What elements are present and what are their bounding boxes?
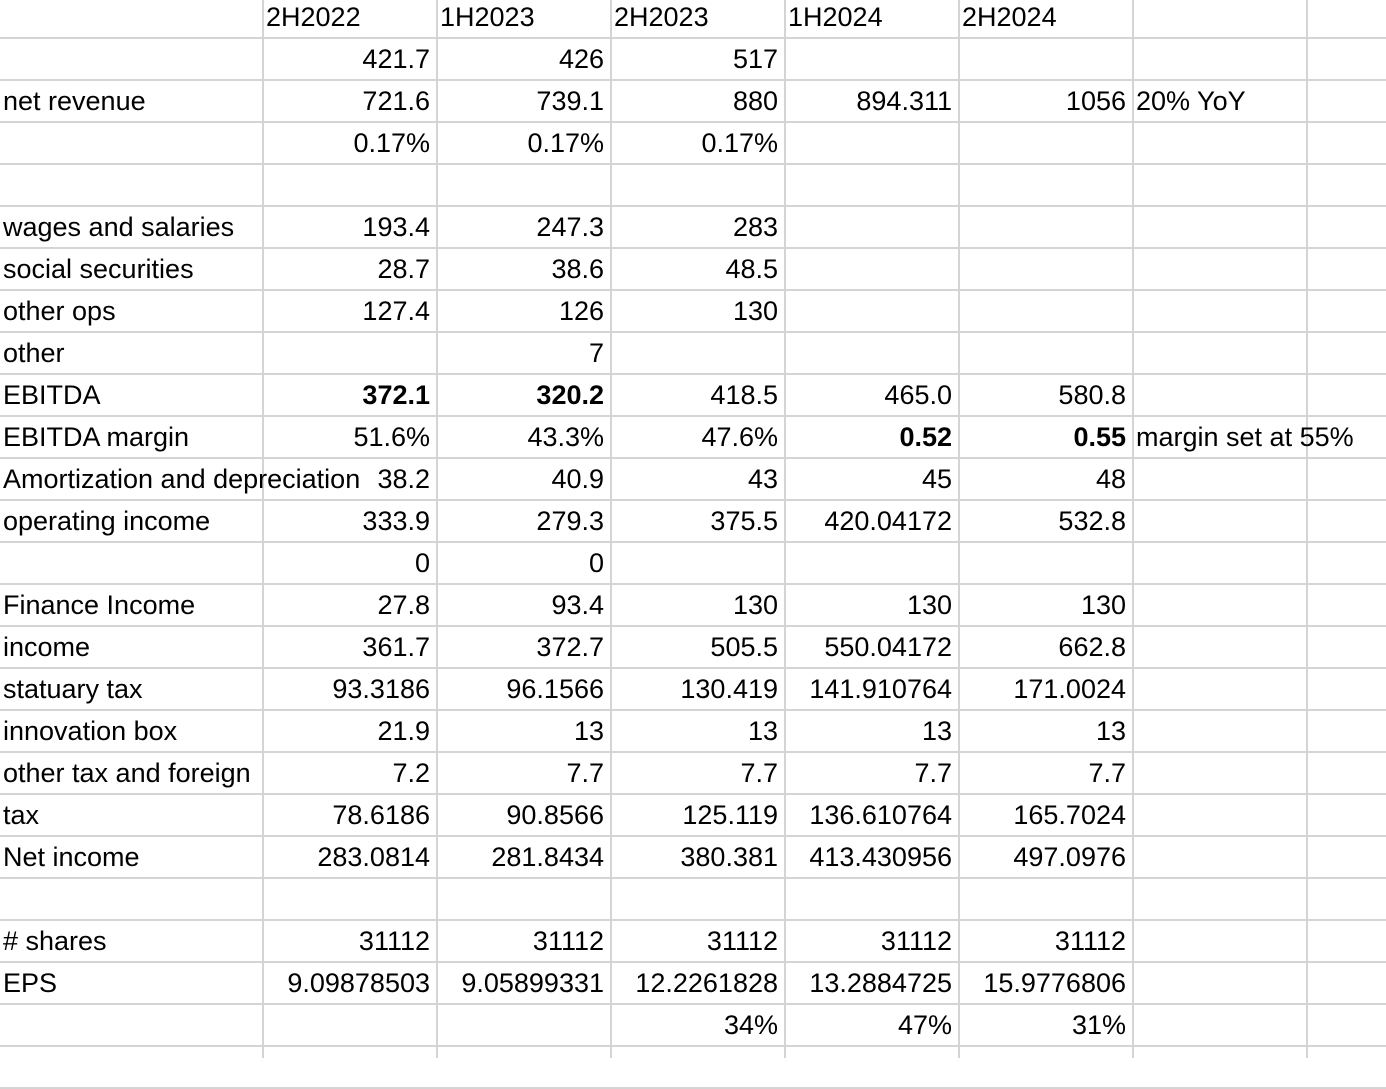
cell[interactable]: 0 [588, 548, 604, 578]
cell[interactable]: 13 [573, 716, 604, 746]
cell[interactable] [1133, 375, 1306, 415]
row-label[interactable]: statuary tax [3, 674, 143, 704]
cell[interactable]: 7 [588, 338, 604, 368]
cell[interactable] [1133, 753, 1306, 793]
cell[interactable]: 38.2 [377, 464, 430, 494]
cell[interactable]: 517 [732, 44, 778, 74]
cell[interactable] [1133, 585, 1306, 625]
cell[interactable] [263, 1005, 436, 1045]
cell[interactable]: 465.0 [884, 380, 952, 410]
cell[interactable]: 247.3 [536, 212, 604, 242]
column-header[interactable]: 1H2023 [440, 2, 535, 32]
cell[interactable]: 0 [414, 548, 430, 578]
cell[interactable] [1307, 165, 1385, 205]
cell[interactable]: 0.17% [701, 128, 778, 158]
cell[interactable]: 7.7 [740, 758, 778, 788]
cell[interactable] [1133, 711, 1306, 751]
cell[interactable] [959, 333, 1132, 373]
cell[interactable] [1307, 207, 1385, 247]
cell[interactable] [1133, 501, 1306, 541]
cell[interactable] [1307, 375, 1385, 415]
row-label[interactable]: Net income [3, 842, 140, 872]
row-label[interactable]: wages and salaries [3, 212, 235, 242]
cell[interactable]: 580.8 [1058, 380, 1126, 410]
cell[interactable]: 420.04172 [824, 506, 952, 536]
cell[interactable] [1133, 963, 1306, 1003]
row-label[interactable] [0, 1005, 262, 1045]
cell[interactable]: 31112 [1054, 926, 1126, 956]
cell[interactable] [1307, 333, 1385, 373]
column-header[interactable]: 2H2022 [266, 2, 361, 32]
cell[interactable] [1307, 879, 1385, 919]
cell[interactable]: 130 [906, 590, 952, 620]
cell[interactable] [1133, 207, 1306, 247]
cell[interactable]: 9.09878503 [287, 968, 430, 998]
cell[interactable]: 372.7 [536, 632, 604, 662]
cell[interactable]: 28.7 [377, 254, 430, 284]
cell[interactable]: 38.6 [551, 254, 604, 284]
cell[interactable]: 93.4 [551, 590, 604, 620]
cell[interactable] [1133, 123, 1306, 163]
cell[interactable] [785, 165, 958, 205]
cell[interactable] [1307, 963, 1385, 1003]
cell[interactable] [1307, 249, 1385, 289]
cell[interactable] [1307, 81, 1385, 121]
cell[interactable]: 125.119 [682, 800, 778, 830]
cell[interactable]: 130 [732, 296, 778, 326]
cell[interactable]: 7.7 [1088, 758, 1126, 788]
cell[interactable]: 136.610764 [809, 800, 952, 830]
cell[interactable] [263, 333, 436, 373]
cell[interactable]: 7.7 [566, 758, 604, 788]
row-label[interactable]: other tax and foreign [3, 758, 251, 788]
cell[interactable]: 426 [558, 44, 604, 74]
cell[interactable] [1307, 459, 1385, 499]
cell[interactable]: 15.9776806 [983, 968, 1126, 998]
row-label[interactable]: Amortization and depreciation [3, 464, 361, 494]
cell[interactable] [611, 543, 784, 583]
cell[interactable]: 372.1 [362, 380, 430, 410]
row-label[interactable]: EBITDA [3, 380, 101, 410]
cell[interactable]: 12.2261828 [635, 968, 778, 998]
cell[interactable] [959, 165, 1132, 205]
cell[interactable]: 418.5 [710, 380, 778, 410]
column-header[interactable] [1133, 0, 1306, 37]
column-header[interactable]: 1H2024 [788, 2, 883, 32]
cell[interactable]: 333.9 [362, 506, 430, 536]
cell[interactable]: 193.4 [362, 212, 430, 242]
cell[interactable] [1307, 921, 1385, 961]
row-label[interactable]: net revenue [3, 86, 146, 116]
cell[interactable]: 165.7024 [1013, 800, 1126, 830]
cell[interactable] [1307, 711, 1385, 751]
cell[interactable]: 13.2884725 [809, 968, 952, 998]
cell[interactable] [1133, 627, 1306, 667]
cell[interactable] [1133, 39, 1306, 79]
cell[interactable]: 90.8566 [506, 800, 604, 830]
cell[interactable]: 171.0024 [1013, 674, 1126, 704]
cell[interactable] [1307, 627, 1385, 667]
cell[interactable]: 93.3186 [332, 674, 430, 704]
cell[interactable]: 31% [1071, 1010, 1126, 1040]
column-header[interactable]: 2H2023 [614, 2, 709, 32]
cell[interactable] [785, 879, 958, 919]
row-label[interactable]: innovation box [3, 716, 178, 746]
cell[interactable] [1133, 921, 1306, 961]
row-label[interactable]: income [3, 632, 91, 662]
cell[interactable]: 20% YoY [1136, 86, 1246, 116]
column-header[interactable] [1307, 0, 1385, 37]
row-label[interactable]: social securities [3, 254, 194, 284]
row-label[interactable] [0, 123, 262, 163]
cell[interactable] [959, 879, 1132, 919]
cell[interactable]: 7.7 [914, 758, 952, 788]
cell[interactable]: 47% [897, 1010, 952, 1040]
row-label[interactable]: EBITDA margin [3, 422, 190, 452]
cell[interactable]: 13 [921, 716, 952, 746]
cell[interactable] [263, 165, 436, 205]
row-label[interactable] [0, 39, 262, 79]
row-label[interactable]: other ops [3, 296, 116, 326]
cell[interactable]: 283.0814 [317, 842, 430, 872]
cell[interactable]: 45 [921, 464, 952, 494]
cell[interactable]: 96.1566 [506, 674, 604, 704]
cell[interactable]: 497.0976 [1013, 842, 1126, 872]
cell[interactable] [1307, 39, 1385, 79]
row-label[interactable]: Finance Income [3, 590, 196, 620]
cell[interactable]: 375.5 [710, 506, 778, 536]
cell[interactable]: 40.9 [551, 464, 604, 494]
cell[interactable]: 78.6186 [332, 800, 430, 830]
cell[interactable]: 9.05899331 [461, 968, 604, 998]
cell[interactable] [1133, 291, 1306, 331]
cell[interactable]: 13 [1095, 716, 1126, 746]
cell[interactable] [1307, 123, 1385, 163]
cell[interactable] [1133, 249, 1306, 289]
cell[interactable] [1133, 795, 1306, 835]
cell[interactable]: 7.2 [392, 758, 430, 788]
cell[interactable] [785, 249, 958, 289]
cell[interactable]: 505.5 [710, 632, 778, 662]
cell[interactable]: 0.52 [899, 422, 952, 452]
cell[interactable]: 662.8 [1058, 632, 1126, 662]
cell[interactable] [1307, 669, 1385, 709]
cell[interactable]: 283 [732, 212, 778, 242]
cell[interactable] [1133, 543, 1306, 583]
row-label[interactable]: other [3, 338, 65, 368]
row-label[interactable]: # shares [3, 926, 107, 956]
cell[interactable]: 141.910764 [809, 674, 952, 704]
cell[interactable]: 43.3% [527, 422, 604, 452]
row-label[interactable]: tax [3, 800, 40, 830]
cell[interactable] [1307, 795, 1385, 835]
cell[interactable] [1133, 669, 1306, 709]
cell[interactable] [959, 123, 1132, 163]
cell[interactable]: 51.6% [353, 422, 430, 452]
cell[interactable] [1133, 837, 1306, 877]
cell[interactable]: 550.04172 [824, 632, 952, 662]
cell[interactable]: 31112 [532, 926, 604, 956]
cell[interactable] [785, 291, 958, 331]
cell[interactable]: 127.4 [362, 296, 430, 326]
cell[interactable]: 413.430956 [809, 842, 952, 872]
cell[interactable]: 47.6% [701, 422, 778, 452]
cell[interactable] [959, 207, 1132, 247]
cell[interactable]: 48 [1095, 464, 1126, 494]
cell[interactable]: 361.7 [362, 632, 430, 662]
cell[interactable]: margin set at 55% [1136, 422, 1354, 452]
column-header[interactable] [0, 0, 262, 37]
cell[interactable] [1307, 291, 1385, 331]
cell[interactable] [1133, 459, 1306, 499]
cell[interactable]: 21.9 [377, 716, 430, 746]
cell[interactable]: 880 [732, 86, 778, 116]
row-label[interactable]: operating income [3, 506, 211, 536]
cell[interactable] [263, 879, 436, 919]
cell[interactable]: 320.2 [536, 380, 604, 410]
cell[interactable]: 126 [558, 296, 604, 326]
cell[interactable]: 739.1 [536, 86, 604, 116]
cell[interactable] [1307, 585, 1385, 625]
cell[interactable] [437, 1005, 610, 1045]
row-label[interactable] [0, 543, 262, 583]
cell[interactable]: 380.381 [680, 842, 778, 872]
cell[interactable] [611, 879, 784, 919]
cell[interactable] [437, 165, 610, 205]
cell[interactable]: 0.17% [353, 128, 430, 158]
cell[interactable] [437, 879, 610, 919]
cell[interactable]: 31112 [880, 926, 952, 956]
cell[interactable] [1307, 501, 1385, 541]
cell[interactable] [785, 207, 958, 247]
row-label[interactable] [0, 165, 262, 205]
cell[interactable] [959, 543, 1132, 583]
cell[interactable]: 130 [1080, 590, 1126, 620]
cell[interactable]: 43 [747, 464, 778, 494]
cell[interactable] [1133, 879, 1306, 919]
cell[interactable] [959, 291, 1132, 331]
cell[interactable] [785, 543, 958, 583]
cell[interactable]: 31112 [358, 926, 430, 956]
cell[interactable] [785, 123, 958, 163]
cell[interactable]: 48.5 [725, 254, 778, 284]
cell[interactable]: 130 [732, 590, 778, 620]
cell[interactable] [959, 249, 1132, 289]
cell[interactable] [1133, 1005, 1306, 1045]
cell[interactable]: 27.8 [377, 590, 430, 620]
cell[interactable] [785, 39, 958, 79]
cell[interactable] [1307, 1005, 1385, 1045]
cell[interactable]: 721.6 [362, 86, 430, 116]
cell[interactable] [959, 39, 1132, 79]
column-header[interactable]: 2H2024 [962, 2, 1057, 32]
cell[interactable] [1133, 333, 1306, 373]
cell[interactable]: 130.419 [680, 674, 778, 704]
cell[interactable]: 279.3 [536, 506, 604, 536]
cell[interactable]: 0.55 [1073, 422, 1126, 452]
cell[interactable] [1307, 417, 1385, 457]
cell[interactable] [611, 165, 784, 205]
cell[interactable]: 34% [723, 1010, 778, 1040]
cell[interactable] [1133, 165, 1306, 205]
cell[interactable]: 281.8434 [491, 842, 604, 872]
cell[interactable]: 894.311 [856, 86, 952, 116]
cell[interactable]: 1056 [1065, 86, 1126, 116]
cell[interactable]: 0.17% [527, 128, 604, 158]
cell[interactable] [611, 333, 784, 373]
cell[interactable]: 31112 [706, 926, 778, 956]
cell[interactable] [785, 333, 958, 373]
cell[interactable]: 13 [747, 716, 778, 746]
row-label[interactable] [0, 879, 262, 919]
cell[interactable] [1307, 837, 1385, 877]
cell[interactable] [1307, 753, 1385, 793]
cell[interactable] [1307, 543, 1385, 583]
cell[interactable]: 421.7 [362, 44, 430, 74]
cell[interactable]: 532.8 [1058, 506, 1126, 536]
row-label[interactable]: EPS [3, 968, 58, 998]
